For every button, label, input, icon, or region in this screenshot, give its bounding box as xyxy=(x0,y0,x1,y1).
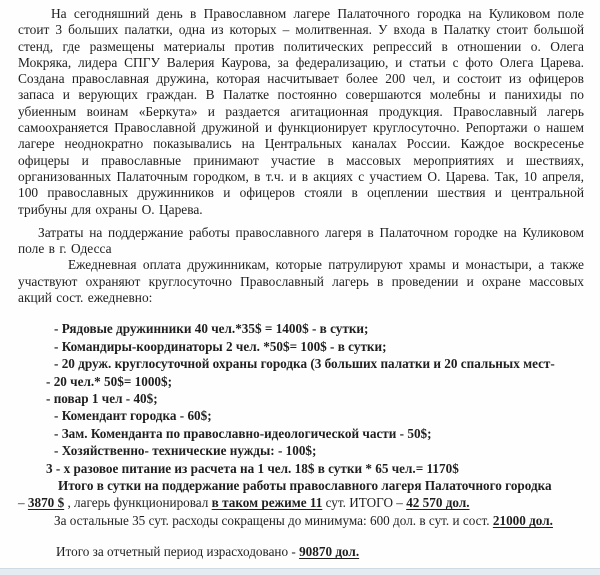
cost-line: - 20 друж. круглосуточной охраны городка (3 больших палатки и 20 спальных мест- xyxy=(54,356,555,372)
text-segment: в таком режиме 11 xyxy=(211,495,323,511)
cost-line: - Рядовые дружинники 40 чел.*35$ = 1400$ - в сутки; xyxy=(54,321,369,337)
bottom-strip xyxy=(0,568,600,575)
cost-line: - Хозяйственно- технические нужды: - 100$; xyxy=(54,443,317,459)
text-segment: 42 570 дол. xyxy=(406,495,470,511)
paragraph-daily-pay-intro: Ежедневная оплата дружинникам, которые патрулируют храмы и монастыри, а также участвуют охраняют круглосуточно Православный лагерь в проведении и охране массовых акций сост. ежедневно: xyxy=(18,257,584,306)
remaining-days-line xyxy=(18,512,584,529)
daily-total-heading: Итого в сутки на поддержание работы православного лагеря Палаточного городка xyxy=(58,478,552,493)
text-segment: , лагерь функционировал xyxy=(64,495,212,511)
cost-line: - Зам. Коменданта по православно-идеологической части - 50$; xyxy=(54,425,432,441)
cost-line: - 20 чел.* 50$= 1000$; xyxy=(46,373,173,389)
text-segment: 21000 дол. xyxy=(492,512,553,528)
text-segment: сут. ИТОГО – xyxy=(322,495,407,511)
text-segment: 3870 $ xyxy=(27,495,65,511)
paragraph-camp-overview: На сегодняшний день в Православном лагере Палаточного городка на Куликовом поле стоит 3 больших палатки, одна из которых – молитвенная. У входа в Палатку стоит большой стенд, где размещены материалы против политических репрессий в отношении о. Олега Мокряка, лидера СПГУ Валерия Каурова, за федерализацию, и статьи с фото Олега Царева. Создана православная дружина, которая насчитывает более 200 чел, и состоит из офицеров запаса и верующих граждан. В Палатке постоянно совершаются молебны и панихиды по убиенным воинам «Беркута» и раздается агитационная продукция. Православный лагерь самоохраняется Православной дружиной и функционирует круглосуточно. Репортажи о нашем лагере неоднократно показывались на Центральных каналах России. Каждое воскресенье офицеры и православные принимают участие в массовых мероприятиях и шествиях, организованных Палаточным городком, в т.ч. и в акциях с участием О. Царева. Так, 10 апреля, 100 православных дружинников и офицеров стояли в оцеплении шествия и центральной трибуны для охраны О. Царева. xyxy=(18,6,584,217)
cost-line: - Комендант городка - 60$; xyxy=(54,408,212,424)
text-segment: – xyxy=(18,495,28,511)
daily-total-line xyxy=(18,494,584,511)
text-segment: 90870 дол. xyxy=(299,544,360,560)
text-segment: Итого за отчетный период израсходовано - xyxy=(56,544,300,560)
cost-line: - повар 1 чел - 40$; xyxy=(46,390,158,406)
cost-list xyxy=(18,320,584,477)
cost-line: 3 - х разовое питание из расчета на 1 чел. 18$ в сутки * 65 чел.= 1170$ xyxy=(46,460,459,476)
paragraph-costs-heading: Затраты на поддержание работы православного лагеря в Палаточном городке на Куликовом поле в г. Одесса xyxy=(18,224,584,257)
cost-line: - Командиры-координаторы 2 чел. *50$= 100$ - в сутки; xyxy=(54,338,387,354)
text-segment: За остальные 35 сут. расходы сокращены до минимума: 600 дол. в сут. и сост. xyxy=(54,512,493,528)
grand-total-line xyxy=(18,543,584,560)
